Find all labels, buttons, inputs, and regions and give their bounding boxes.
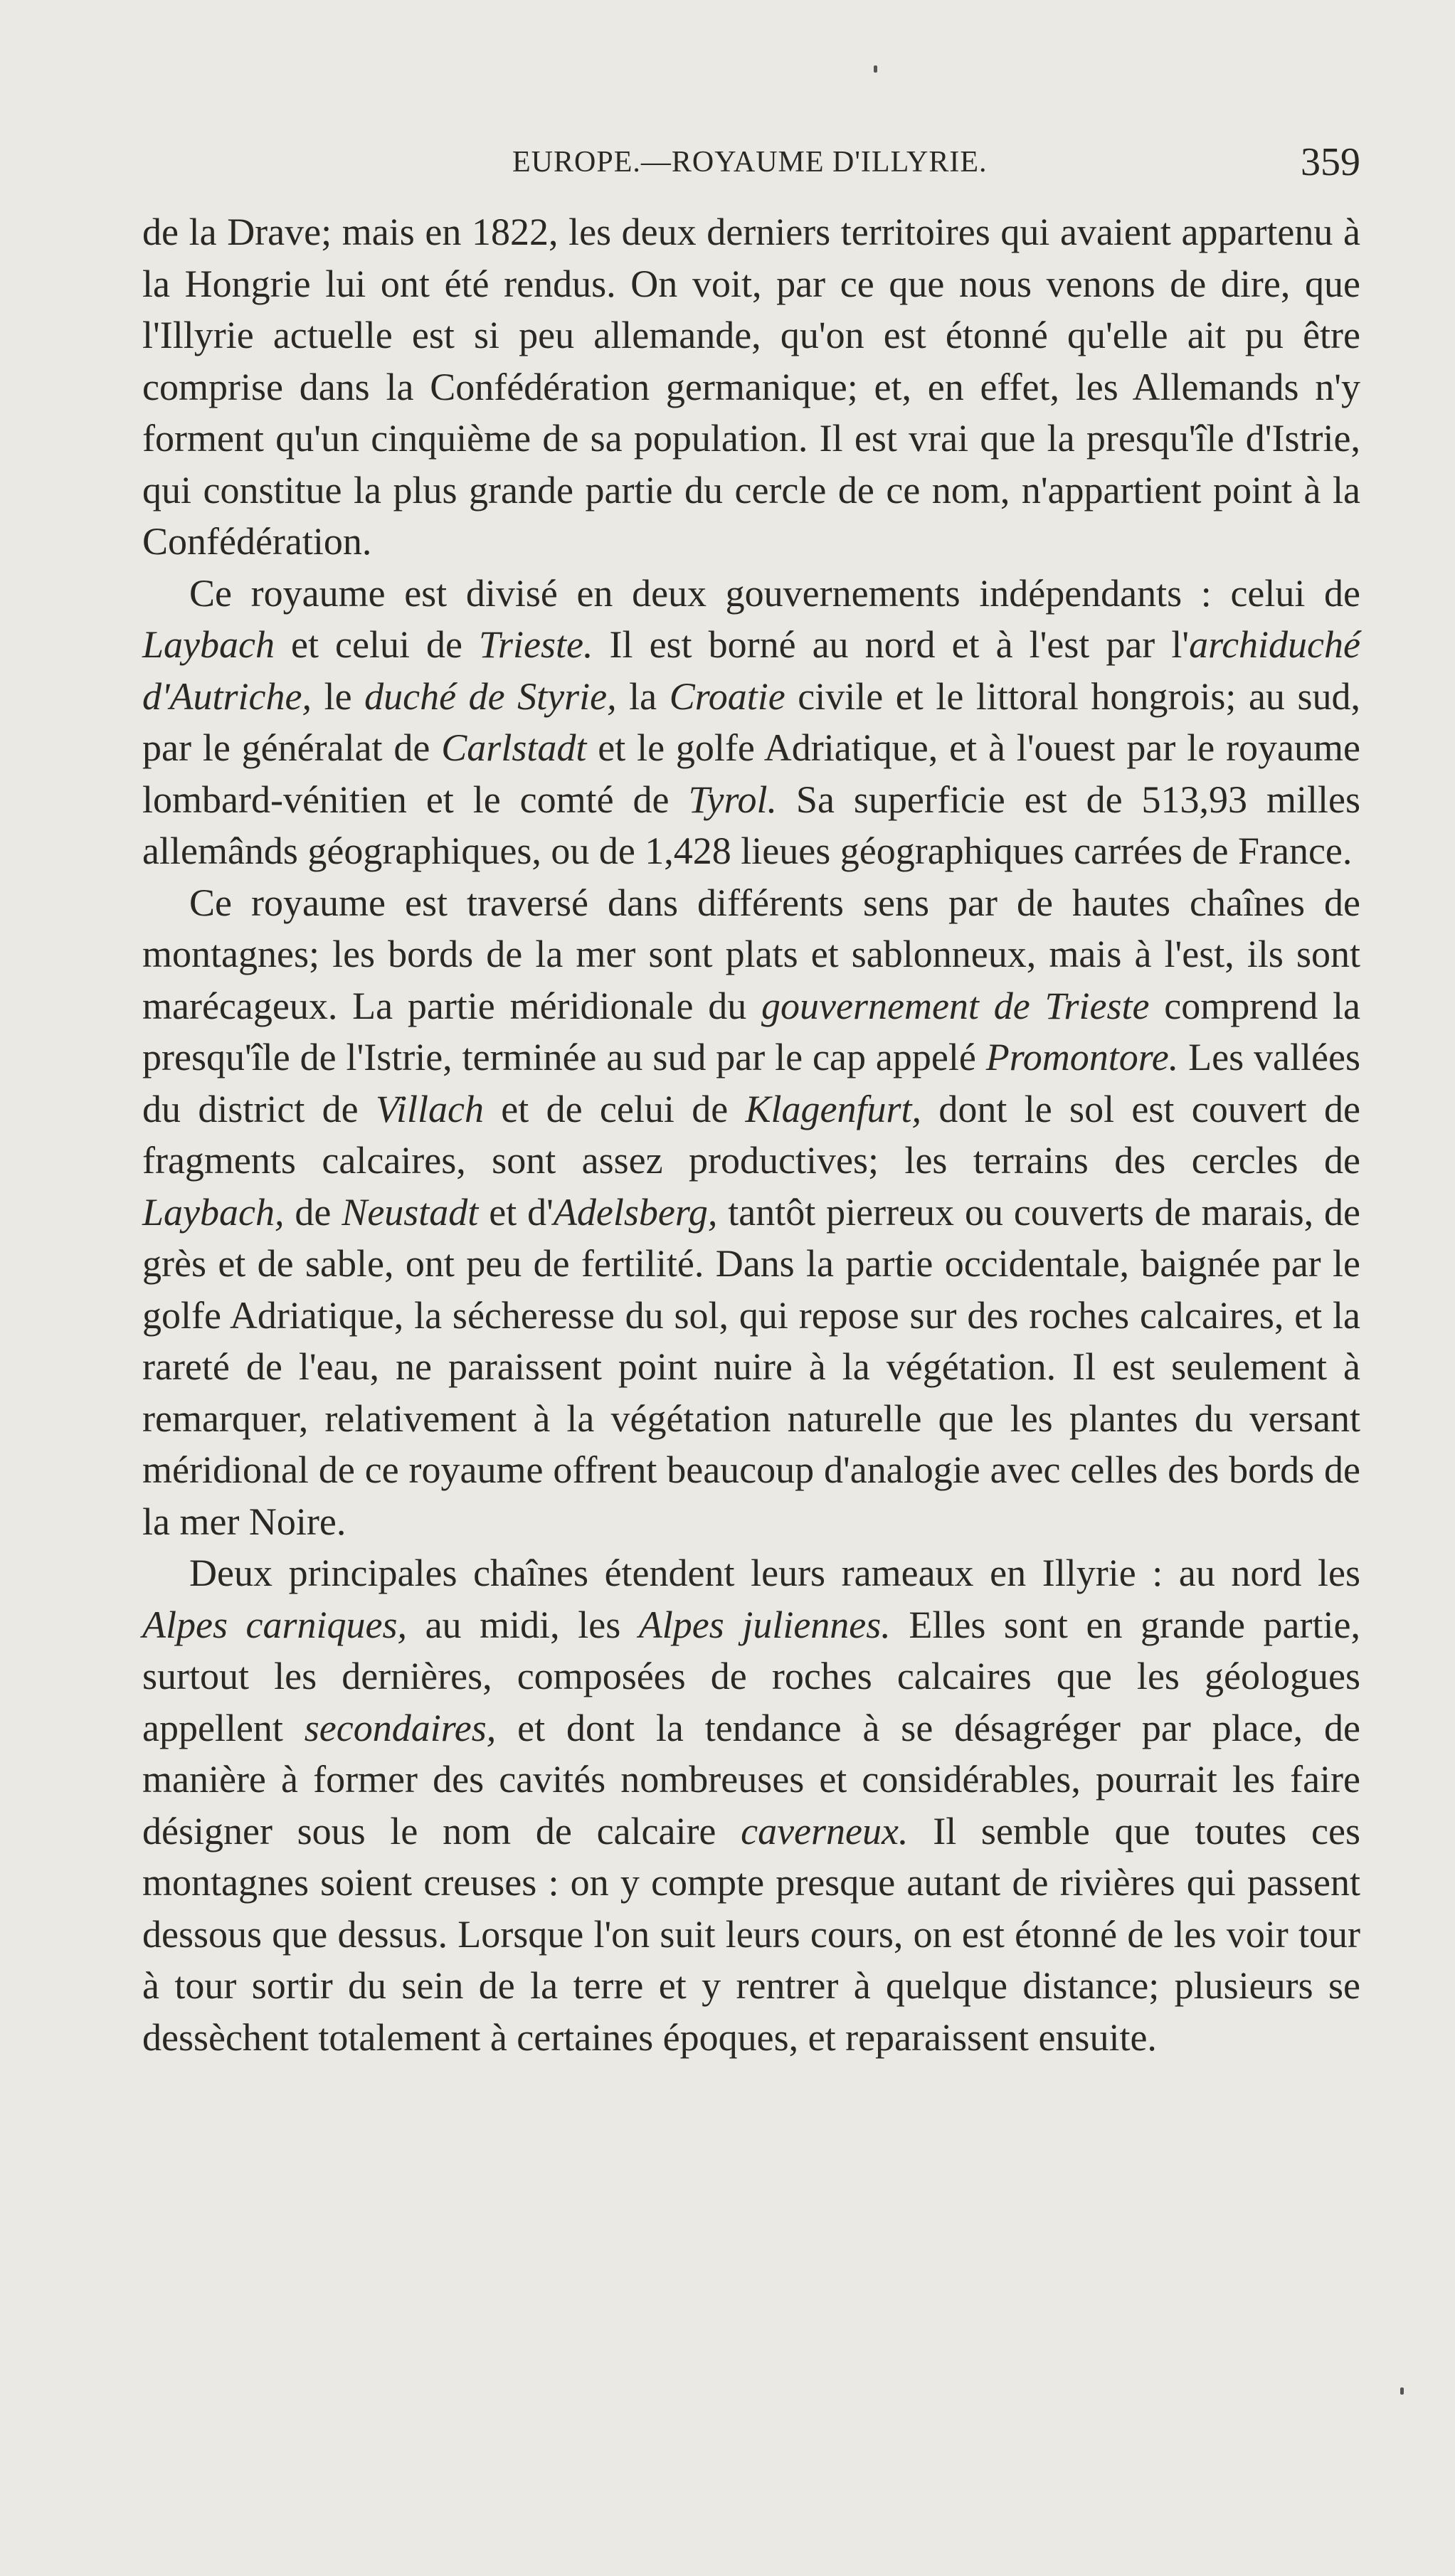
italic-run: Alpes carniques, bbox=[142, 1603, 408, 1646]
print-speck bbox=[874, 65, 877, 73]
italic-run: Laybach bbox=[142, 623, 275, 666]
page-number: 359 bbox=[1301, 140, 1360, 184]
italic-run: Adelsberg, bbox=[553, 1190, 718, 1234]
paragraph-4 bbox=[142, 1547, 1360, 2063]
text-run: et celui de bbox=[274, 623, 479, 666]
italic-run: Klagenfurt, bbox=[745, 1087, 922, 1130]
text-run: et le golfe Adriatique, et à l'ouest par le royaume lombard-vénitien et le comté de bbox=[142, 726, 1360, 821]
text-run: Sa superficie est de 513,93 milles allemânds géographiques, ou de 1,428 lieues géographiques carrées de France. bbox=[142, 778, 1360, 872]
text-run: la bbox=[616, 674, 670, 718]
italic-run: Carlstadt bbox=[441, 726, 587, 769]
text-run: et dont la tendance à se désagréger par place, de manière à former des cavités nombreuses et considérables, pourrait les faire désigner sous le nom de calcaire bbox=[142, 1706, 1360, 1853]
italic-run: secondaires, bbox=[304, 1706, 497, 1749]
italic-run: Trieste. bbox=[478, 623, 593, 666]
text-run: le bbox=[312, 674, 365, 718]
text-run: Ce royaume est traversé dans différents sens par de hautes chaînes de montagnes; les bords de la mer sont plats et sablonneux, mais à l'est, ils sont marécageux. La partie méridionale du bbox=[142, 881, 1360, 1027]
body-text bbox=[142, 206, 1360, 2063]
italic-run: duché de Styrie, bbox=[364, 674, 617, 718]
text-run: et de celui de bbox=[483, 1087, 746, 1130]
italic-run: archiduché d'Autriche, bbox=[142, 623, 1360, 718]
text-run: de bbox=[284, 1190, 342, 1234]
text-run: au midi, les bbox=[407, 1603, 639, 1646]
text-run: de la Drave; mais en 1822, les deux derniers territoires qui avaient appartenu à la Hongrie lui ont été rendus. On voit, par ce que nous venons de dire, que l'Illyrie actuelle est si peu allemande, qu'on est étonné qu'elle ait pu être comprise dans la Confédération germanique; et, en effet, les Allemands n'y forment qu'un cinquième de sa population. Il est vrai que la presqu'île d'Istrie, qui constitue la plus grande partie du cercle de ce nom, n'appartient point à la Confédération. bbox=[142, 211, 1360, 563]
italic-run: Laybach, bbox=[142, 1190, 285, 1234]
text-run: comprend la presqu'île de l'Istrie, terminée au sud par le cap appelé bbox=[142, 984, 1360, 1078]
text-run: Elles sont en grande partie, surtout les dernières, composées de roches calcaires que les géologues appellent bbox=[142, 1603, 1360, 1749]
paragraph-3 bbox=[142, 877, 1360, 1548]
text-run: Deux principales chaînes étendent leurs rameaux en Illyrie : au nord les bbox=[189, 1552, 1360, 1594]
text-run: Ce royaume est divisé en deux gouvernements indépendants : celui de bbox=[189, 571, 1360, 615]
italic-run: Neustadt bbox=[342, 1190, 479, 1234]
paragraph-2 bbox=[142, 568, 1360, 877]
italic-run: Promontore. bbox=[985, 1036, 1179, 1078]
paragraph-1 bbox=[142, 206, 1360, 568]
italic-run: Villach bbox=[375, 1087, 484, 1130]
page-header bbox=[142, 139, 1360, 189]
text-run: tantôt pierreux ou couverts de marais, de grès et de sable, ont peu de fertilité. Dans la partie occidentale, baignée par le golfe Adriatique, la sécheresse du sol, qui repose sur des roches calcaires, et la rareté de l'eau, ne paraissent point nuire à la végétation. Il est seulement à remarquer, relativement à la végétation naturelle que les plantes du versant méridional de ce royaume offrent beaucoup d'analogie avec celles des bords de la mer Noire. bbox=[142, 1190, 1361, 1543]
italic-run: Tyrol. bbox=[688, 778, 777, 821]
italic-run: caverneux. bbox=[741, 1809, 909, 1853]
italic-run: gouvernement de Trieste bbox=[761, 984, 1150, 1027]
text-run: dont le sol est couvert de fragments calcaires, sont assez productives; les terrains des cercles de bbox=[142, 1087, 1360, 1182]
text-run: et d' bbox=[478, 1190, 554, 1234]
print-speck bbox=[1400, 2387, 1404, 2395]
italic-run: Alpes juliennes. bbox=[638, 1603, 891, 1646]
text-run: Il est borné au nord et à l'est par l' bbox=[593, 623, 1190, 666]
text-run: civile et le littoral hongrois; au sud, par le généralat de bbox=[142, 674, 1360, 769]
text-run: Les vallées du district de bbox=[142, 1036, 1360, 1130]
italic-run: Croatie bbox=[669, 674, 785, 718]
running-title: EUROPE.—ROYAUME D'ILLYRIE. bbox=[512, 146, 988, 179]
text-run: Il semble que toutes ces montagnes soient creuses : on y compte presque autant de rivières qui passent dessous que dessus. Lorsque l'on suit leurs cours, on est étonné de les voir tour à tour sortir du sein de la terre et y rentrer à quelque distance; plusieurs se dessèchent totalement à certaines époques, et reparaissent ensuite. bbox=[142, 1809, 1360, 2059]
